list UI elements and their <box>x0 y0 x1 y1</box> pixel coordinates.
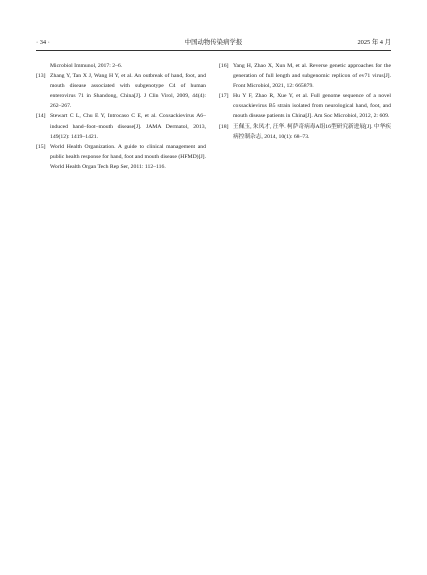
reference-text: Yang H, Zhao X, Xun M, et al. Reverse genetic approaches for the generation of full length and subgenomic replicon of ev71 virus[J]. Front Microbiol, 2021, 12: 665879. <box>233 63 391 90</box>
reference-text: 王佩玉, 朱凤才, 汪华. 柯萨奇病毒A组16型研究新进展[J]. 中华疾病控制杂志, 2014, 10(1): 68–73. <box>233 123 391 140</box>
reference-item <box>219 91 391 121</box>
reference-text: Microbiol Immunol, 2017: 2–6. <box>50 63 123 69</box>
issue-date: 2025 年 4 月 <box>357 39 391 46</box>
reference-item <box>219 122 391 142</box>
reference-text: Hu Y F, Zhao R, Xue Y, et al. Full genome sequence of a novel coxsackievirus B5 strain isolated from neurological hand, foot, and mouth disease patients in China[J]. Am Soc Microbiol, 2012, 2: 609. <box>233 93 391 120</box>
reference-text: Zhang Y, Tan X J, Wang H Y, et al. An outbreak of hand, foot, and mouth disease associated with subgenotype C4 of human enterovirus 71 in Shandong, China[J]. J Clin Virol, 2009, 44(4): 262–267. <box>50 73 206 110</box>
reference-number: [16] <box>219 63 229 69</box>
reference-number: [17] <box>219 93 229 100</box>
reference-item <box>36 61 206 71</box>
reference-number: [13] <box>36 73 46 80</box>
reference-column-left <box>36 61 206 172</box>
reference-number: [18] <box>219 123 229 130</box>
reference-number: [15] <box>36 143 46 150</box>
reference-number: [14] <box>36 113 46 120</box>
journal-title: 中国动物传染病学报 <box>184 39 243 46</box>
reference-item <box>219 61 391 91</box>
reference-text: World Health Organization. A guide to clinical management and public health response for hand, foot and mouth disease (HFMD)[J]. World Health Organ Tech Rep Ser, 2011: 112–116. <box>50 143 206 170</box>
page-number: · 34 · <box>36 39 50 46</box>
reference-item <box>36 71 206 111</box>
reference-column-right <box>219 61 391 142</box>
running-header <box>36 38 391 51</box>
reference-item <box>36 111 206 141</box>
reference-item <box>36 142 206 172</box>
reference-text: Stewart C L, Chu E Y, Introcaso C E, et al. Coxsackievirus A6–induced hand–foot–mouth disease[J]. JAMA Dermatol, 2013, 149(12): 1419–1421. <box>50 113 206 140</box>
